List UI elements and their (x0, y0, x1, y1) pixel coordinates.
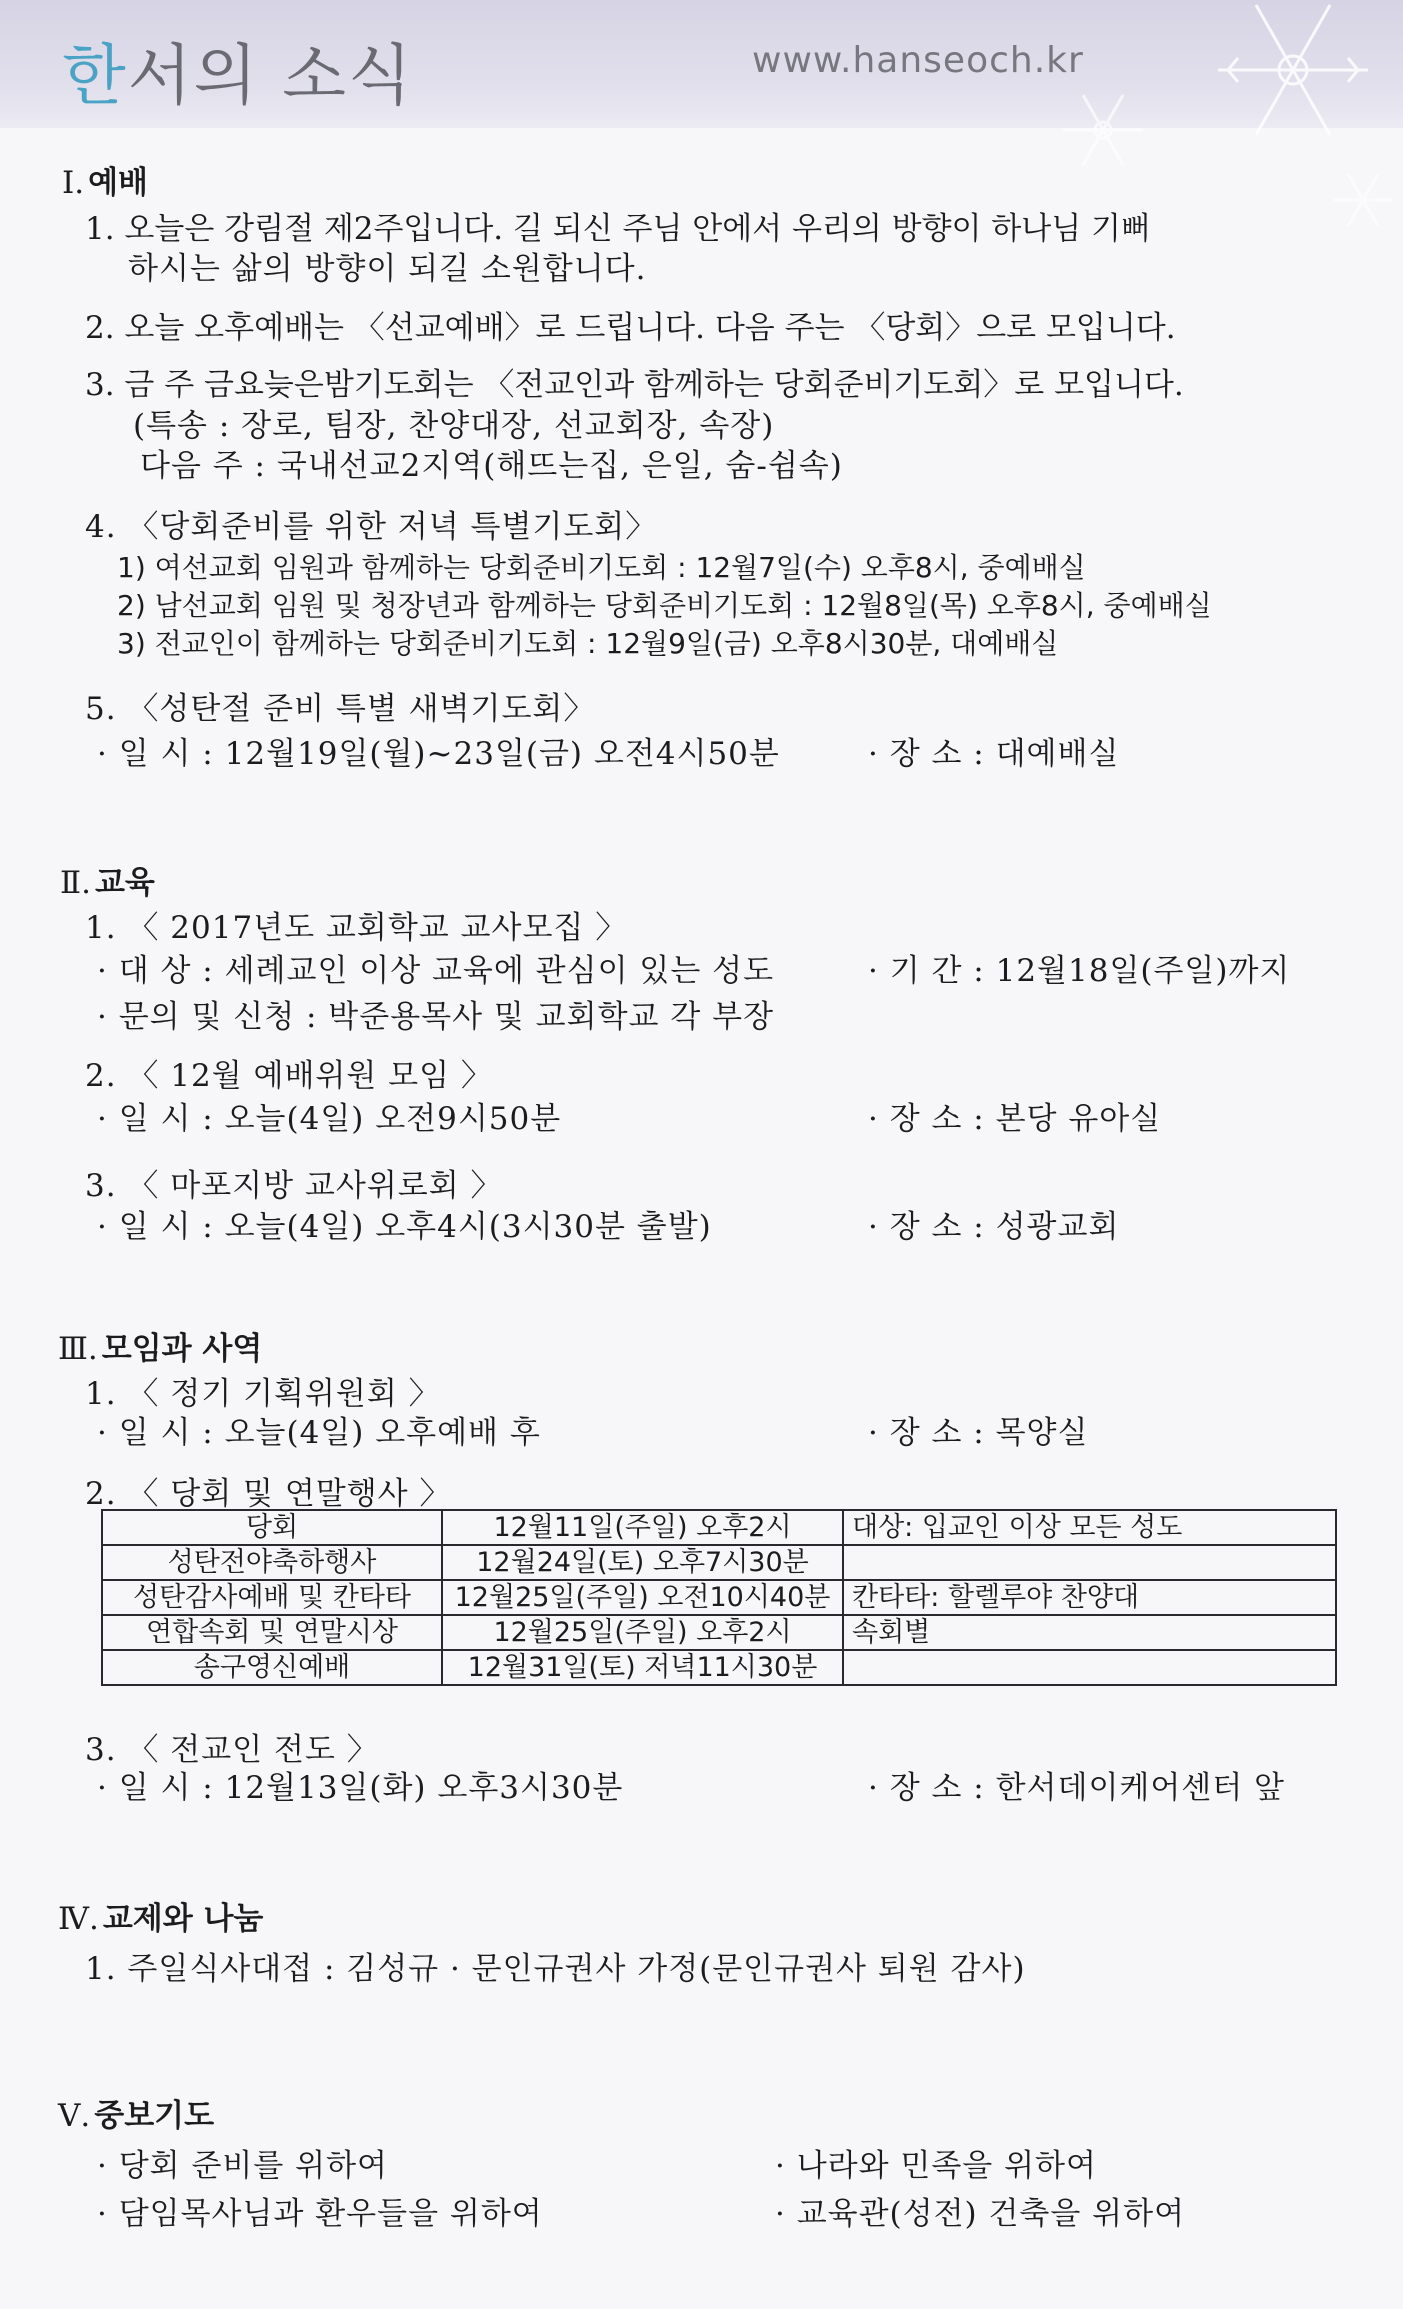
event-note: 칸타타: 할렐루야 찬양대 (843, 1580, 1336, 1615)
section-numeral: Ⅰ. (62, 165, 85, 201)
event-note: 속회별 (843, 1615, 1336, 1650)
section-title: 모임과 사역 (101, 1331, 263, 1367)
page-title-accent: 한 (62, 37, 128, 114)
ministry-item-1-time: · 일 시 : 오늘(4일) 오후예배 후 (97, 1415, 541, 1451)
event-note (843, 1650, 1336, 1685)
section-numeral: Ⅱ. (60, 865, 91, 901)
event-note (843, 1545, 1336, 1580)
section-numeral: Ⅳ. (58, 1901, 99, 1937)
education-item-1-contact: · 문의 및 신청 : 박준용목사 및 교회학교 각 부장 (97, 999, 775, 1035)
worship-item-5-title: 5. 〈성탄절 준비 특별 새벽기도회〉 (85, 691, 596, 727)
education-item-3-place: · 장 소 : 성광교회 (868, 1209, 1120, 1245)
prayer-item-4: · 교육관(성전) 건축을 위하여 (775, 2196, 1186, 2232)
worship-item-3-line-2: (특송 : 장로, 팀장, 찬양대장, 선교회장, 속장) (133, 408, 775, 444)
section-heading-ministry (58, 1323, 262, 1368)
section-heading-fellowship (58, 1893, 263, 1938)
worship-item-4-title: 4. 〈당회준비를 위한 저녁 특별기도회〉 (85, 509, 658, 545)
worship-item-4-sub-2: 2) 남선교회 임원 및 청장년과 함께하는 당회준비기도회 : 12월8일(목) 오후8시, 중예배실 (117, 589, 1212, 622)
education-item-1-period: · 기 간 : 12월18일(주일)까지 (868, 953, 1291, 989)
section-heading-worship (62, 157, 148, 202)
education-item-2-title: 2. 〈 12월 예배위원 모임 〉 (85, 1058, 493, 1094)
page-title-rest: 서의 소식 (127, 37, 414, 114)
ministry-item-3-title: 3. 〈 전교인 전도 〉 (85, 1732, 379, 1768)
table-row (102, 1510, 1336, 1545)
worship-item-4-sub-1: 1) 여선교회 임원과 함께하는 당회준비기도회 : 12월7일(수) 오후8시, 중예배실 (117, 551, 1086, 584)
event-name: 성탄전야축하행사 (102, 1545, 442, 1580)
worship-item-2: 2. 오늘 오후예배는 〈선교예배〉로 드립니다. 다음 주는 〈당회〉으로 모입니다. (85, 310, 1176, 346)
prayer-item-3: · 담임목사님과 환우들을 위하여 (97, 2196, 543, 2232)
education-item-3-title: 3. 〈 마포지방 교사위로회 〉 (85, 1168, 503, 1204)
section-heading-education (60, 857, 155, 902)
table-row (102, 1615, 1336, 1650)
section-title: 예배 (88, 165, 149, 201)
ministry-item-3-place: · 장 소 : 한서데이케어센터 앞 (868, 1770, 1285, 1806)
section-title: 교제와 나눔 (102, 1901, 264, 1937)
event-when: 12월31일(토) 저녁11시30분 (442, 1650, 843, 1685)
worship-item-1-line-1: 1. 오늘은 강림절 제2주입니다. 길 되신 주님 안에서 우리의 방향이 하나님 기뻐 (85, 211, 1151, 247)
event-name: 당회 (102, 1510, 442, 1545)
event-name: 송구영신예배 (102, 1650, 442, 1685)
prayer-item-1: · 당회 준비를 위하여 (97, 2148, 388, 2184)
event-when: 12월24일(토) 오후7시30분 (442, 1545, 843, 1580)
year-end-events-table (101, 1509, 1337, 1686)
section-numeral: Ⅲ. (58, 1331, 98, 1367)
worship-item-1-line-2: 하시는 삶의 방향이 되길 소원합니다. (128, 251, 647, 287)
worship-item-3-line-1: 3. 금 주 금요늦은밤기도회는 〈전교인과 함께하는 당회준비기도회〉로 모입니다. (85, 367, 1184, 403)
ministry-item-1-place: · 장 소 : 목양실 (868, 1415, 1089, 1451)
event-when: 12월11일(주일) 오후2시 (442, 1510, 843, 1545)
education-item-2-time: · 일 시 : 오늘(4일) 오전9시50분 (97, 1101, 562, 1137)
table-row (102, 1580, 1336, 1615)
section-numeral: Ⅴ. (58, 2098, 91, 2134)
page-title (62, 22, 414, 117)
event-when: 12월25일(주일) 오전10시40분 (442, 1580, 843, 1615)
ministry-item-2-title: 2. 〈 당회 및 연말행사 〉 (85, 1476, 452, 1512)
site-url[interactable]: www.hanseoch.kr (752, 40, 1084, 81)
section-heading-intercession (58, 2090, 214, 2135)
worship-item-5-place: · 장 소 : 대예배실 (868, 736, 1120, 772)
worship-item-5-time: · 일 시 : 12월19일(월)~23일(금) 오전4시50분 (97, 736, 780, 772)
education-item-1-title: 1. 〈 2017년도 교회학교 교사모집 〉 (85, 910, 628, 946)
ministry-item-1-title: 1. 〈 정기 기획위원회 〉 (85, 1376, 441, 1412)
event-name: 성탄감사예배 및 칸타타 (102, 1580, 442, 1615)
education-item-2-place: · 장 소 : 본당 유아실 (868, 1101, 1162, 1137)
worship-item-4-sub-3: 3) 전교인이 함께하는 당회준비기도회 : 12월9일(금) 오후8시30분, 대예배실 (117, 627, 1059, 660)
education-item-3-time: · 일 시 : 오늘(4일) 오후4시(3시30분 출발) (97, 1209, 712, 1245)
prayer-item-2: · 나라와 민족을 위하여 (775, 2148, 1097, 2184)
section-title: 교육 (94, 865, 155, 901)
fellowship-item-1: 1. 주일식사대접 : 김성규 · 문인규권사 가정(문인규권사 퇴원 감사) (85, 1951, 1026, 1987)
worship-item-3-line-3: 다음 주 : 국내선교2지역(해뜨는집, 은일, 숨-쉼속) (140, 448, 843, 484)
table-row (102, 1650, 1336, 1685)
ministry-item-3-time: · 일 시 : 12월13일(화) 오후3시30분 (97, 1770, 624, 1806)
education-item-1-target: · 대 상 : 세례교인 이상 교육에 관심이 있는 성도 (97, 953, 775, 989)
event-note: 대상: 입교인 이상 모든 성도 (843, 1510, 1336, 1545)
table-row (102, 1545, 1336, 1580)
event-when: 12월25일(주일) 오후2시 (442, 1615, 843, 1650)
section-title: 중보기도 (94, 2098, 215, 2134)
event-name: 연합속회 및 연말시상 (102, 1615, 442, 1650)
